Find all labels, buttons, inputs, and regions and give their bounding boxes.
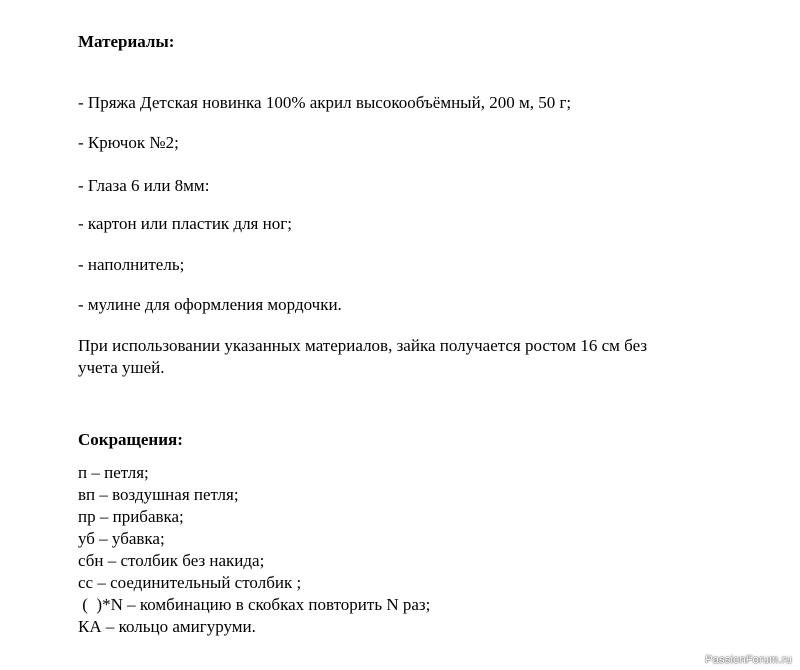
abbreviations-heading: Сокращения: — [78, 430, 183, 449]
abbreviation-item: п – петля; — [78, 463, 149, 482]
materials-item: - мулине для оформления мордочки. — [78, 295, 342, 314]
abbreviation-item: пр – прибавка; — [78, 507, 184, 526]
abbreviation-item: КА – кольцо амигуруми. — [78, 617, 256, 636]
materials-item: - Пряжа Детская новинка 100% акрил высокообъёмный, 200 м, 50 г; — [78, 93, 572, 112]
materials-note-line-1: При использовании указанных материалов, зайка получается ростом 16 см без — [78, 336, 648, 355]
materials-item: - картон или пластик для ног; — [78, 214, 292, 233]
abbreviation-item: ( )*N – комбинацию в скобках повторить N раз; — [78, 595, 431, 614]
abbreviation-item: уб – убавка; — [78, 529, 165, 548]
materials-note-line-2: учета ушей. — [78, 358, 165, 377]
abbreviation-item: сс – соединительный столбик ; — [78, 573, 302, 592]
abbreviation-item: сбн – столбик без накида; — [78, 551, 265, 570]
materials-item: - Глаза 6 или 8мм: — [78, 176, 210, 195]
watermark: PassionForum.ru — [705, 654, 792, 666]
abbreviation-item: вп – воздушная петля; — [78, 485, 239, 504]
materials-heading: Материалы: — [78, 32, 175, 51]
materials-item: - Крючок №2; — [78, 133, 179, 152]
materials-item: - наполнитель; — [78, 255, 185, 274]
